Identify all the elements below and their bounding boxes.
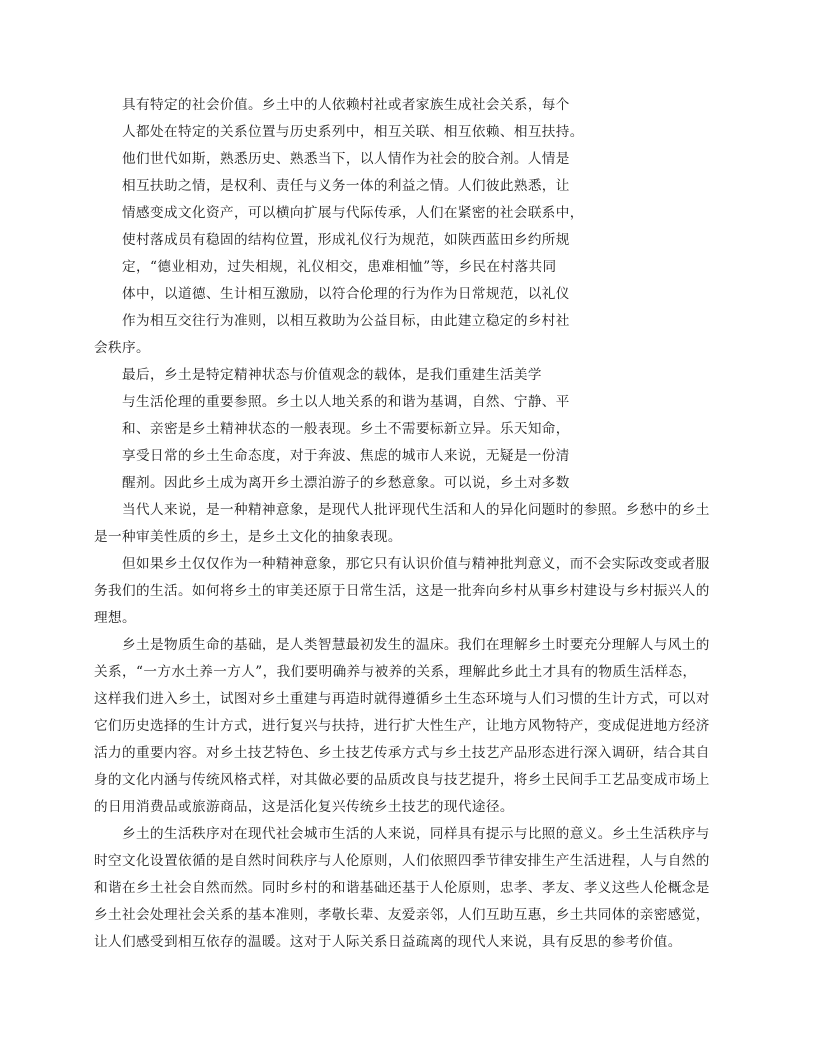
text-line: 会秩序。 (94, 340, 150, 356)
text-line: 它们历史选择的生计方式，进行复兴与扶持，进行扩大性生产，让地方风物特产，变成促进地方经济 (94, 718, 710, 734)
text-line: 定，“德业相劝，过失相规，礼仪相交，患难相恤”等，乡民在村落共同 (122, 259, 557, 275)
text-line: 乡土的生活秩序对在现代社会城市生活的人来说，同样具有提示与比照的意义。乡土生活秩序与 (122, 826, 710, 842)
text-line: 具有特定的社会价值。乡土中的人依赖村社或者家族生成社会关系，每个 (122, 97, 570, 113)
text-line: 作为相互交往行为准则，以相互救助为公益目标，由此建立稳定的乡村社 (122, 313, 570, 329)
text-line: 享受日常的乡土生命态度，对于奔波、焦虑的城市人来说，无疑是一份清 (122, 448, 570, 464)
text-line: 让人们感受到相互依存的温暖。这对于人际关系日益疏离的现代人来说，具有反思的参考价值。 (94, 934, 682, 950)
text-line: 的日用消费品或旅游商品，这是活化复兴传统乡土技艺的现代途径。 (94, 799, 514, 815)
text-line: 是一种审美性质的乡土，是乡土文化的抽象表现。 (94, 529, 402, 545)
text-line: 人都处在特定的关系位置与历史系列中，相互关联、相互依赖、相互扶持。 (122, 124, 584, 140)
text-line: 身的文化内涵与传统风格式样，对其做必要的品质改良与技艺提升，将乡土民间手工艺品变成市场上 (94, 772, 710, 788)
text-line: 乡土社会处理社会关系的基本准则，孝敬长辈、友爱亲邻，人们互助互惠，乡土共同体的亲密感觉， (94, 907, 710, 923)
text-line: 最后，乡土是特定精神状态与价值观念的载体，是我们重建生活美学 (122, 367, 542, 383)
text-line: 活力的重要内容。对乡土技艺特色、乡土技艺传承方式与乡土技艺产品形态进行深入调研，结合其自 (94, 745, 710, 761)
text-line: 但如果乡土仅仅作为一种精神意象，那它只有认识价值与精神批判意义，而不会实际改变或者服 (122, 556, 710, 572)
text-line: 相互扶助之情，是权利、责任与义务一体的利益之情。人们彼此熟悉，让 (122, 178, 570, 194)
text-line: 他们世代如斯，熟悉历史、熟悉当下，以人情作为社会的胶合剂。人情是 (122, 151, 570, 167)
text-line: 醒剂。因此乡土成为离开乡土漂泊游子的乡愁意象。可以说，乡土对多数 (122, 475, 570, 491)
text-line: 理想。 (94, 610, 136, 626)
text-line: 务我们的生活。如何将乡土的审美还原于日常生活，这是一批奔向乡村从事乡村建设与乡村振兴人的 (94, 583, 710, 599)
text-line: 和谐在乡土社会自然而然。同时乡村的和谐基础还基于人伦原则，忠孝、孝友、孝义这些人伦概念是 (94, 880, 710, 896)
text-line: 时空文化设置依循的是自然时间秩序与人伦原则，人们依照四季节律安排生产生活进程，人与自然的 (94, 853, 710, 869)
text-line: 这样我们进入乡土，试图对乡土重建与再造时就得遵循乡土生态环境与人们习惯的生计方式，可以对 (94, 691, 710, 707)
text-line: 关系，“一方水土养一方人”，我们要明确养与被养的关系，理解此乡此土才具有的物质生活样态， (94, 664, 697, 680)
text-line: 与生活伦理的重要参照。乡土以人地关系的和谐为基调，自然、宁静、平 (122, 394, 570, 410)
text-line: 和、亲密是乡土精神状态的一般表现。乡土不需要标新立异。乐天知命， (122, 421, 570, 437)
text-line: 当代人来说，是一种精神意象，是现代人批评现代生活和人的异化问题时的参照。乡愁中的乡土 (122, 502, 710, 518)
text-line: 乡土是物质生命的基础，是人类智慧最初发生的温床。我们在理解乡土时要充分理解人与风土的 (122, 637, 710, 653)
text-line: 使村落成员有稳固的结构位置，形成礼仪行为规范，如陕西蓝田乡约所规 (122, 232, 570, 248)
text-line: 情感变成文化资产，可以横向扩展与代际传承，人们在紧密的社会联系中， (122, 205, 584, 221)
text-line: 体中，以道德、生计相互激励，以符合伦理的行为作为日常规范，以礼仪 (122, 286, 570, 302)
